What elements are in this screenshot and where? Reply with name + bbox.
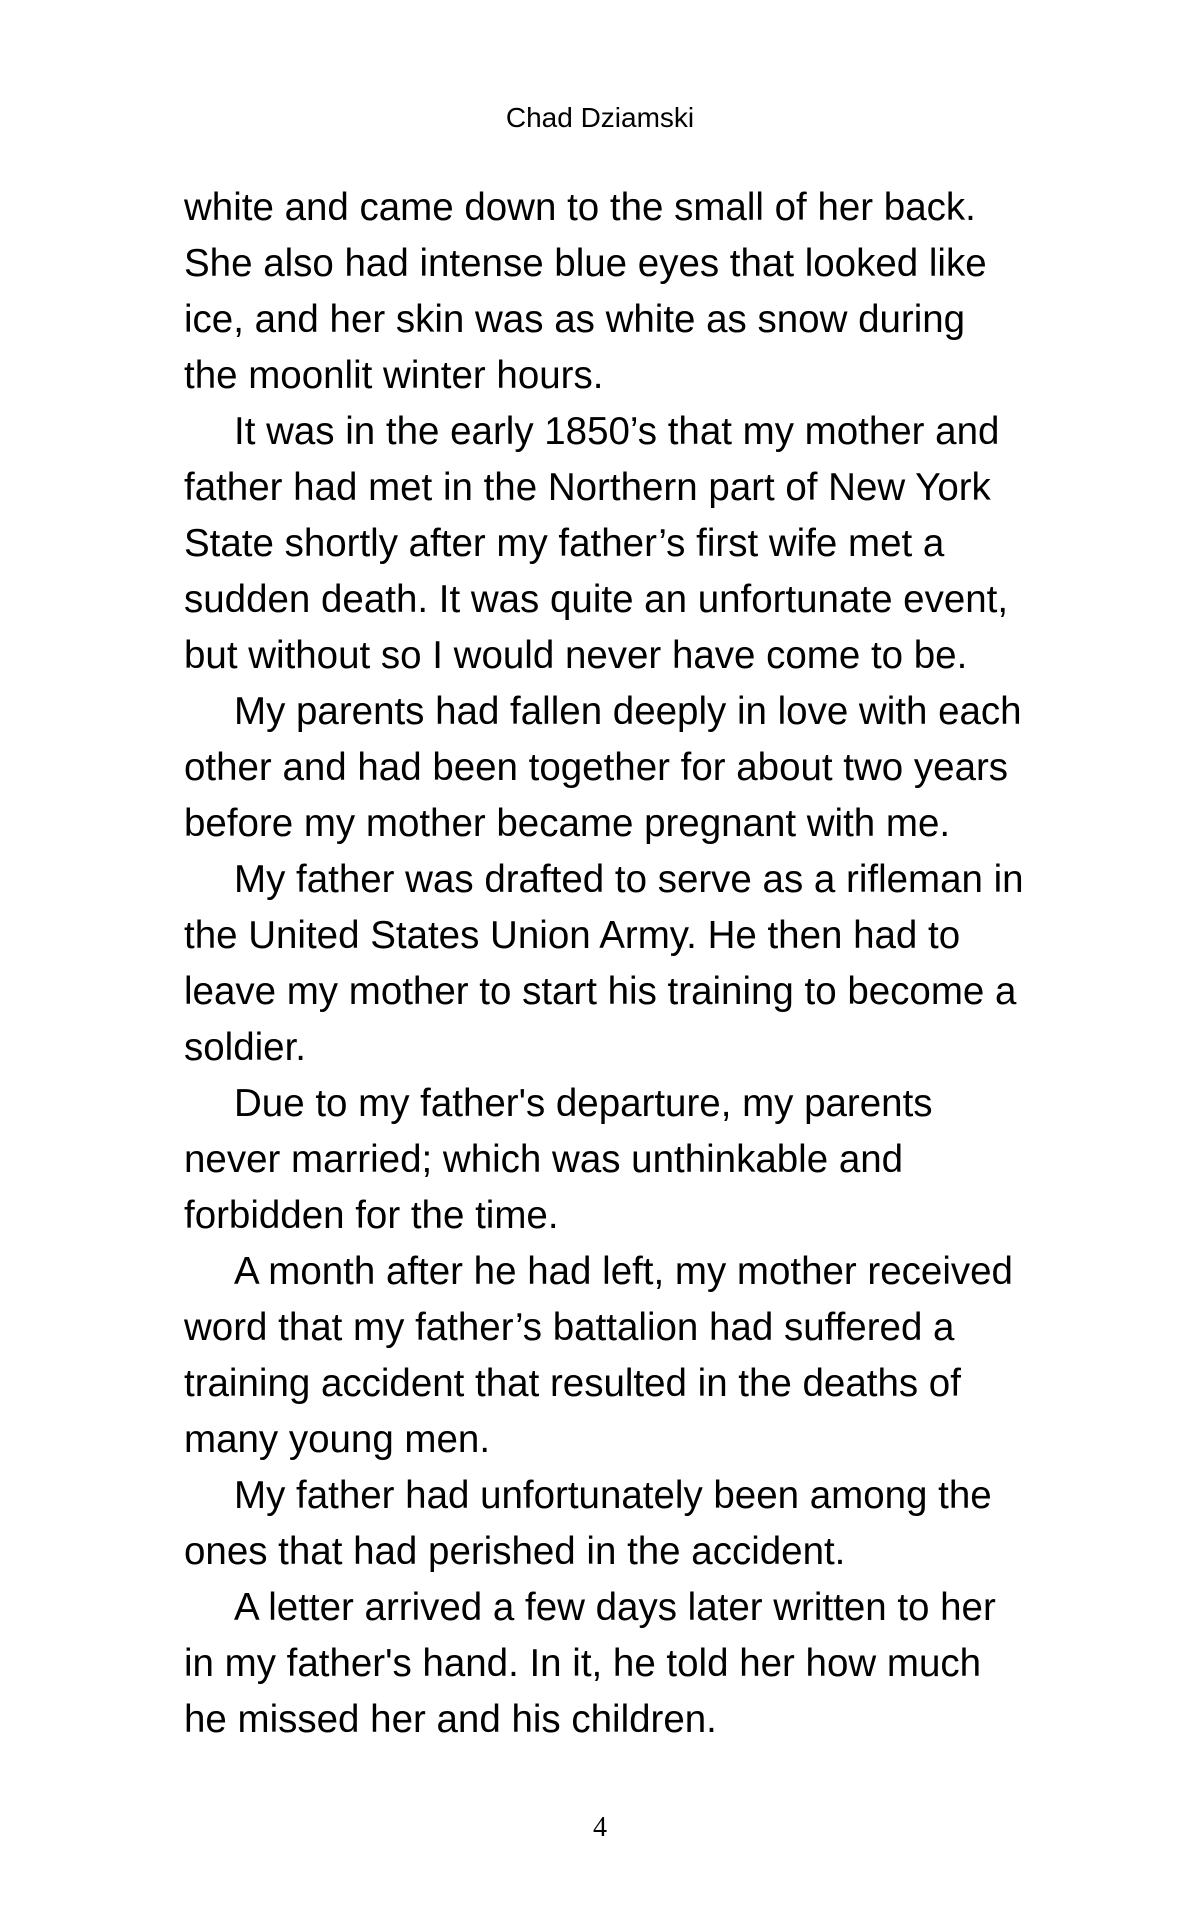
text-line: Due to my father's departure, my parents <box>234 1082 933 1125</box>
text-line: white and came down to the small of her back. <box>184 186 976 229</box>
text-line: father had met in the Northern part of New York <box>184 466 991 509</box>
text-line: leave my mother to start his training to become a <box>184 970 1017 1013</box>
text-line: My father had unfortunately been among the <box>234 1474 992 1517</box>
text-line: A letter arrived a few days later written to her <box>234 1586 996 1629</box>
text-line: but without so I would never have come to be. <box>184 634 968 677</box>
text-line: the moonlit winter hours. <box>184 354 604 397</box>
text-line: ones that had perished in the accident. <box>184 1530 846 1573</box>
text-line: My father was drafted to serve as a rifleman in <box>234 858 1024 901</box>
text-line: in my father's hand. In it, he told her how much <box>184 1642 982 1685</box>
text-line: It was in the early 1850’s that my mother and <box>234 410 1000 453</box>
text-line: the United States Union Army. He then had to <box>184 914 961 957</box>
text-line: never married; which was unthinkable and <box>184 1138 904 1181</box>
text-line: training accident that resulted in the deaths of <box>184 1362 961 1405</box>
text-line: ice, and her skin was as white as snow during <box>184 298 966 341</box>
text-line: word that my father’s battalion had suffered a <box>184 1306 955 1349</box>
text-line: other and had been together for about two years <box>184 746 1009 789</box>
page-body-text <box>184 180 1084 1748</box>
text-line: sudden death. It was quite an unfortunate event, <box>184 578 1009 621</box>
running-header-author: Chad Dziamski <box>505 102 695 133</box>
text-line: soldier. <box>184 1026 306 1069</box>
text-line: forbidden for the time. <box>184 1194 559 1237</box>
text-line: A month after he had left, my mother received <box>234 1250 1013 1293</box>
text-line: State shortly after my father’s first wife met a <box>184 522 945 565</box>
page-number: 4 <box>593 1812 607 1843</box>
text-line: he missed her and his children. <box>184 1698 717 1741</box>
text-line: many young men. <box>184 1418 491 1461</box>
text-line: before my mother became pregnant with me. <box>184 802 951 845</box>
text-line: She also had intense blue eyes that looked like <box>184 242 987 285</box>
text-line: My parents had fallen deeply in love with each <box>234 690 1022 733</box>
